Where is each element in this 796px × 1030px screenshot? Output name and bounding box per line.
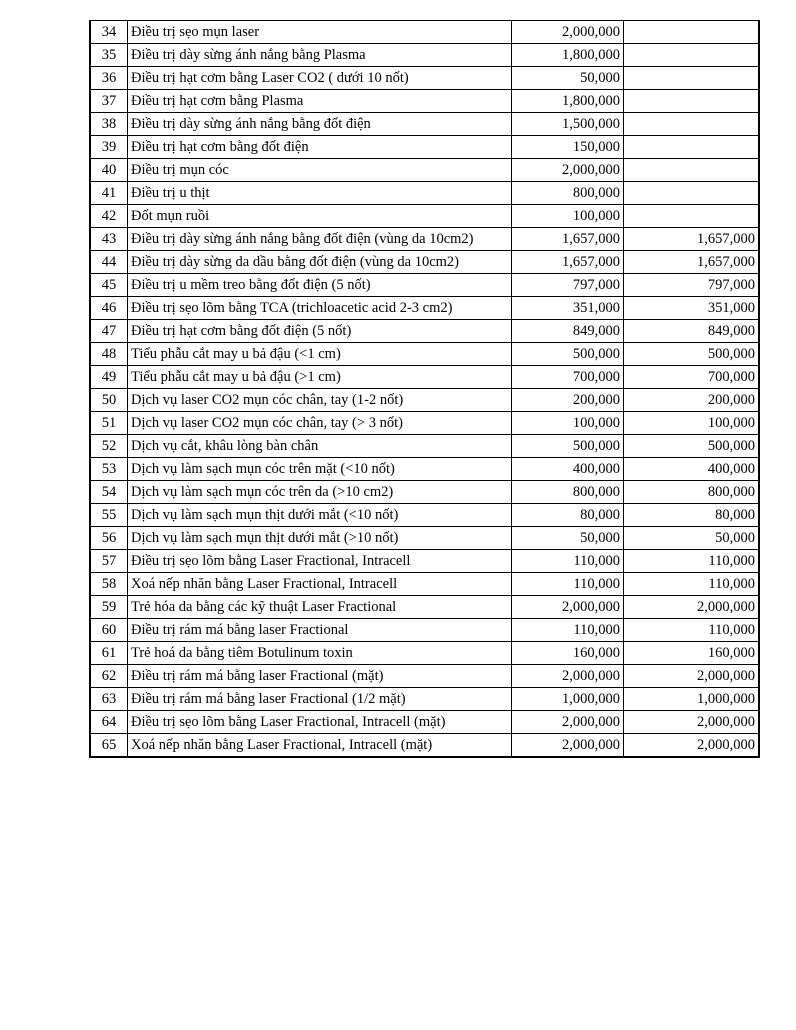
service-name-cell: Dịch vụ cắt, khâu lòng bàn chân [128,435,512,458]
price-cell: 849,000 [512,320,624,343]
table-row [90,711,759,734]
row-number-cell: 39 [90,136,128,159]
service-name-cell: Điều trị mụn cóc [128,159,512,182]
row-number-cell: 48 [90,343,128,366]
table-row [90,343,759,366]
table-row [90,320,759,343]
price-alt-cell [624,44,760,67]
price-cell: 1,657,000 [512,228,624,251]
price-cell: 1,800,000 [512,44,624,67]
table-row [90,21,759,44]
service-name-cell: Điều trị dày sừng ánh nắng bằng Plasma [128,44,512,67]
price-alt-cell: 110,000 [624,619,760,642]
price-alt-cell: 800,000 [624,481,760,504]
service-name-cell: Điều trị rám má bằng laser Fractional [128,619,512,642]
price-cell: 2,000,000 [512,596,624,619]
price-alt-cell: 849,000 [624,320,760,343]
row-number-cell: 40 [90,159,128,182]
table-row [90,665,759,688]
price-cell: 110,000 [512,573,624,596]
table-row [90,297,759,320]
price-cell: 1,800,000 [512,90,624,113]
table-row [90,619,759,642]
price-alt-cell [624,90,760,113]
row-number-cell: 47 [90,320,128,343]
price-alt-cell: 1,657,000 [624,228,760,251]
service-name-cell: Điều trị sẹo mụn laser [128,21,512,44]
price-cell: 50,000 [512,527,624,550]
table-row [90,90,759,113]
price-cell: 2,000,000 [512,665,624,688]
service-name-cell: Xoá nếp nhăn bằng Laser Fractional, Intracell (mặt) [128,734,512,758]
price-alt-cell [624,67,760,90]
row-number-cell: 45 [90,274,128,297]
price-cell: 500,000 [512,343,624,366]
row-number-cell: 61 [90,642,128,665]
price-cell: 100,000 [512,205,624,228]
price-alt-cell: 2,000,000 [624,734,760,758]
table-row [90,389,759,412]
price-cell: 400,000 [512,458,624,481]
service-name-cell: Dịch vụ làm sạch mụn cóc trên mặt (<10 nốt) [128,458,512,481]
service-name-cell: Trẻ hóa da bằng các kỹ thuật Laser Fractional [128,596,512,619]
row-number-cell: 53 [90,458,128,481]
price-cell: 2,000,000 [512,734,624,758]
price-alt-cell: 200,000 [624,389,760,412]
price-alt-cell: 50,000 [624,527,760,550]
row-number-cell: 50 [90,389,128,412]
price-cell: 351,000 [512,297,624,320]
price-alt-cell: 2,000,000 [624,665,760,688]
row-number-cell: 65 [90,734,128,758]
price-cell: 700,000 [512,366,624,389]
price-alt-cell [624,136,760,159]
price-alt-cell: 110,000 [624,550,760,573]
table-row [90,688,759,711]
service-name-cell: Điều trị dày sừng da dầu bằng đốt điện (vùng da 10cm2) [128,251,512,274]
service-name-cell: Dịch vụ làm sạch mụn cóc trên da (>10 cm2) [128,481,512,504]
price-cell: 1,657,000 [512,251,624,274]
table-row [90,596,759,619]
table-row [90,481,759,504]
price-cell: 160,000 [512,642,624,665]
table-row [90,205,759,228]
row-number-cell: 52 [90,435,128,458]
price-alt-cell [624,159,760,182]
table-row [90,67,759,90]
price-cell: 50,000 [512,67,624,90]
table-row [90,504,759,527]
row-number-cell: 51 [90,412,128,435]
price-table [89,20,760,758]
service-name-cell: Điều trị hạt cơm bằng đốt điện (5 nốt) [128,320,512,343]
table-row [90,412,759,435]
price-alt-cell: 400,000 [624,458,760,481]
row-number-cell: 37 [90,90,128,113]
table-row [90,573,759,596]
price-alt-cell [624,21,760,44]
row-number-cell: 36 [90,67,128,90]
row-number-cell: 59 [90,596,128,619]
row-number-cell: 49 [90,366,128,389]
service-name-cell: Dịch vụ làm sạch mụn thịt dưới mắt (<10 nốt) [128,504,512,527]
row-number-cell: 60 [90,619,128,642]
price-cell: 2,000,000 [512,711,624,734]
table-row [90,182,759,205]
price-alt-cell: 160,000 [624,642,760,665]
price-alt-cell [624,205,760,228]
price-cell: 200,000 [512,389,624,412]
price-cell: 150,000 [512,136,624,159]
table-row [90,251,759,274]
price-alt-cell: 700,000 [624,366,760,389]
service-name-cell: Trẻ hoá da bằng tiêm Botulinum toxin [128,642,512,665]
table-row [90,228,759,251]
service-name-cell: Điều trị dày sừng ánh nắng bằng đốt điện (vùng da 10cm2) [128,228,512,251]
price-cell: 110,000 [512,550,624,573]
service-name-cell: Điều trị hạt cơm bằng đốt điện [128,136,512,159]
row-number-cell: 35 [90,44,128,67]
table-row [90,366,759,389]
row-number-cell: 63 [90,688,128,711]
price-alt-cell: 100,000 [624,412,760,435]
service-name-cell: Đốt mụn ruồi [128,205,512,228]
table-row [90,44,759,67]
price-alt-cell [624,113,760,136]
table-row [90,113,759,136]
service-name-cell: Điều trị hạt cơm bằng Laser CO2 ( dưới 10 nốt) [128,67,512,90]
price-cell: 100,000 [512,412,624,435]
row-number-cell: 41 [90,182,128,205]
table-row [90,159,759,182]
service-name-cell: Điều trị u mềm treo bằng đốt điện (5 nốt) [128,274,512,297]
table-row [90,274,759,297]
row-number-cell: 57 [90,550,128,573]
price-cell: 800,000 [512,481,624,504]
service-name-cell: Điều trị u thịt [128,182,512,205]
service-name-cell: Dịch vụ laser CO2 mụn cóc chân, tay (> 3 nốt) [128,412,512,435]
table-row [90,527,759,550]
price-alt-cell: 2,000,000 [624,596,760,619]
row-number-cell: 46 [90,297,128,320]
price-cell: 1,500,000 [512,113,624,136]
row-number-cell: 58 [90,573,128,596]
row-number-cell: 64 [90,711,128,734]
row-number-cell: 38 [90,113,128,136]
table-row [90,642,759,665]
price-alt-cell: 1,000,000 [624,688,760,711]
service-name-cell: Điều trị hạt cơm bằng Plasma [128,90,512,113]
price-alt-cell: 351,000 [624,297,760,320]
service-name-cell: Điều trị dày sừng ánh nắng bằng đốt điện [128,113,512,136]
table-row [90,550,759,573]
price-alt-cell: 2,000,000 [624,711,760,734]
price-cell: 2,000,000 [512,159,624,182]
row-number-cell: 44 [90,251,128,274]
table-row [90,458,759,481]
price-table-body [90,21,759,758]
row-number-cell: 34 [90,21,128,44]
price-alt-cell: 1,657,000 [624,251,760,274]
price-cell: 500,000 [512,435,624,458]
table-row [90,136,759,159]
table-row [90,435,759,458]
service-name-cell: Tiểu phẫu cắt may u bả đậu (<1 cm) [128,343,512,366]
service-name-cell: Dịch vụ laser CO2 mụn cóc chân, tay (1-2 nốt) [128,389,512,412]
price-cell: 1,000,000 [512,688,624,711]
price-alt-cell: 500,000 [624,435,760,458]
service-name-cell: Điều trị rám má bằng laser Fractional (1/2 mặt) [128,688,512,711]
service-name-cell: Xoá nếp nhăn bằng Laser Fractional, Intracell [128,573,512,596]
price-alt-cell: 110,000 [624,573,760,596]
service-name-cell: Điều trị sẹo lõm bằng Laser Fractional, Intracell (mặt) [128,711,512,734]
service-name-cell: Dịch vụ làm sạch mụn thịt dưới mắt (>10 nốt) [128,527,512,550]
service-name-cell: Điều trị sẹo lõm bằng Laser Fractional, Intracell [128,550,512,573]
price-alt-cell: 500,000 [624,343,760,366]
price-cell: 2,000,000 [512,21,624,44]
price-cell: 110,000 [512,619,624,642]
service-name-cell: Điều trị rám má bằng laser Fractional (mặt) [128,665,512,688]
price-alt-cell: 80,000 [624,504,760,527]
row-number-cell: 62 [90,665,128,688]
row-number-cell: 55 [90,504,128,527]
service-name-cell: Điều trị sẹo lõm bằng TCA (trichloacetic acid 2-3 cm2) [128,297,512,320]
price-cell: 80,000 [512,504,624,527]
row-number-cell: 54 [90,481,128,504]
price-cell: 800,000 [512,182,624,205]
service-name-cell: Tiểu phẫu cắt may u bả đậu (>1 cm) [128,366,512,389]
price-cell: 797,000 [512,274,624,297]
row-number-cell: 42 [90,205,128,228]
table-row [90,734,759,758]
price-alt-cell [624,182,760,205]
row-number-cell: 43 [90,228,128,251]
row-number-cell: 56 [90,527,128,550]
price-alt-cell: 797,000 [624,274,760,297]
